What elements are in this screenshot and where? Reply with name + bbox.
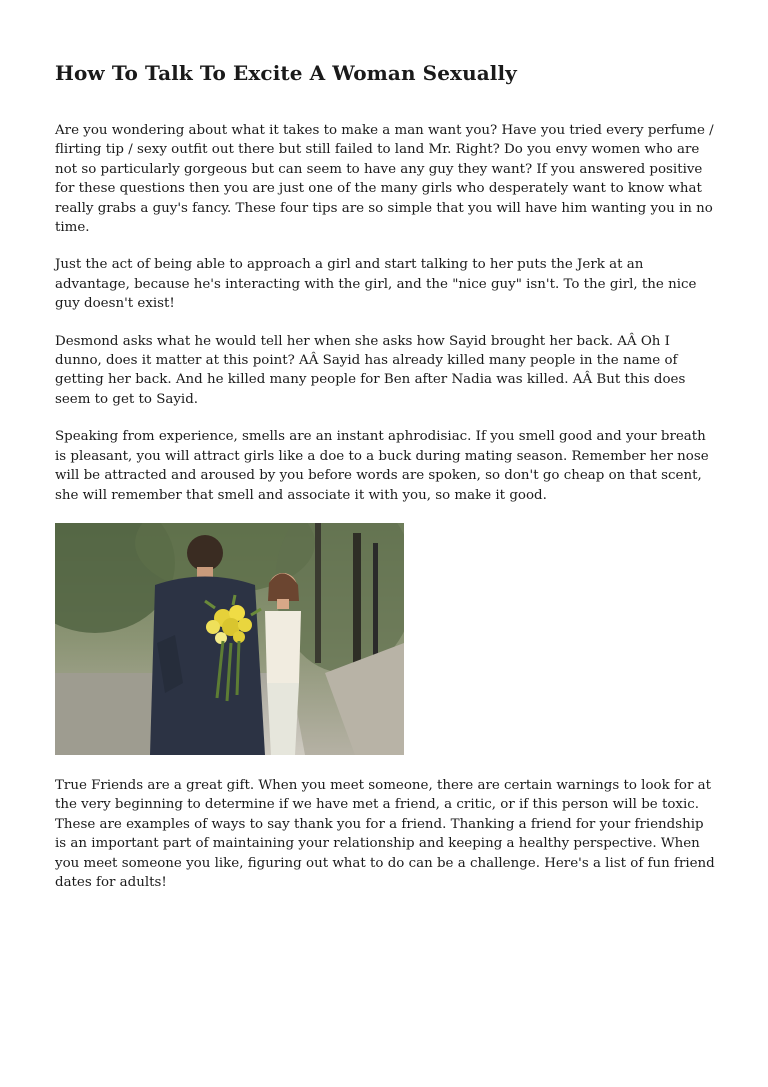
paragraph-2: Just the act of being able to approach a girl and start talking to her puts the Jerk at an advantage, because he's interacting with the girl, and the "nice guy" isn't. To the girl, the nice guy doesn't exist! (55, 257, 697, 312)
page-title: How To Talk To Excite A Woman Sexually (55, 61, 517, 85)
paragraph-5: True Friends are a great gift. When you meet someone, there are certain warnings to look for at the very beginning to determine if we have met a friend, a critic, or if this person will be toxic. These are examples of ways to say thank you for a friend. Thanking a friend for your friendship is an important part of maintaining your relationship and keeping a healthy perspective. When you meet someone you like, figuring out what to do can be a challenge. Here's a list of fun friend dates for adults! (55, 777, 715, 890)
article-body (55, 121, 715, 910)
paragraph-3: Desmond asks what he would tell her when she asks how Sayid brought her back. AÂ Oh I dunno, does it matter at this point? AÂ Sayid has already killed many people in the name of getting her back. And he killed many people for Ben after Nadia was killed. AÂ But this does seem to get to Sayid. (55, 333, 686, 407)
photo-image (55, 523, 404, 755)
paragraph-1: Are you wondering about what it takes to make a man want you? Have you tried every perfume / flirting tip / sexy outfit out there but still failed to land Mr. Right? Do you envy women who are not so particularly gorgeous but can seem to have any guy they want? If you answered positive for these questions then you are just one of the many girls who desperately want to know what really grabs a guy's fancy. These four tips are so simple that you will have him wanting you in no time. (55, 123, 714, 236)
article-photo (55, 523, 404, 755)
paragraph-4: Speaking from experience, smells are an instant aphrodisiac. If you smell good and your breath is pleasant, you will attract girls like a doe to a buck during mating season. Remember her nose will be attracted and aroused by you before words are spoken, so don't go cheap on that scent, she will remember that smell and associate it with you, so make it good. (55, 429, 709, 503)
